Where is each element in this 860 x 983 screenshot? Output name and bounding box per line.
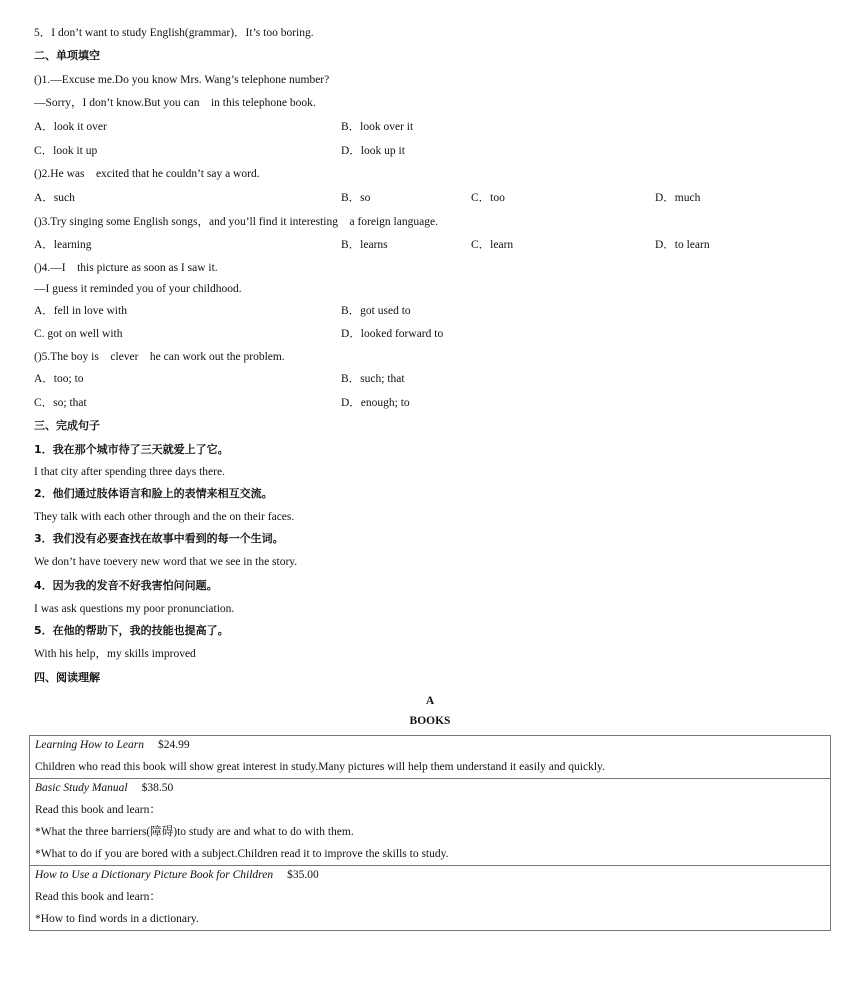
sentence-4-cn: 4．因为我的发音不好我害怕问问题。 [34,579,218,592]
question-4-line-2: —I guess it reminded you of your childhood. [34,283,242,295]
q2-option-d: D．much [655,192,701,204]
book-description: Children who read this book will show great interest in study.Many pictures will help them understand it easily and quickly. [35,761,605,773]
section-3-title: 三、完成句子 [34,419,100,432]
passage-label: A [425,695,435,707]
sentence-4-en: I was ask questions my poor pronunciation. [34,603,235,615]
sentence-1-cn: 1．我在那个城市待了三天就爱上了它。 [34,443,229,456]
q3-option-c: C．learn [471,239,514,251]
passage-title: BOOKS [409,715,451,727]
book-description: *How to find words in a dictionary. [35,913,199,925]
table-row [30,866,831,931]
sentence-2-cn: 2．他们通过肢体语言和脸上的表情来相互交流。 [34,487,273,500]
q1-option-c: C．look it up [34,145,98,157]
sentence-5-en: With his help，my skills improved [34,648,196,660]
book-description: Read this book and learn： [35,804,161,816]
book-price: $35.00 [287,869,319,881]
book-description: Read this book and learn： [35,891,161,903]
section-2-title: 二、单项填空 [34,49,100,62]
q4-option-d: D．looked forward to [341,328,444,340]
sentence-3-cn: 3．我们没有必要查找在故事中看到的每一个生词。 [34,532,284,545]
sentence-5-cn: 5．在他的帮助下，我的技能也提高了。 [34,624,229,637]
q1-option-b: B．look over it [341,121,414,133]
q4-option-c: C. got on well with [34,328,123,340]
q2-option-c: C．too [471,192,505,204]
book-title: Basic Study Manual [35,782,128,794]
book-description: *What the three barriers(障碍)to study are and what to do with them. [35,826,354,838]
book-cell [30,866,831,931]
books-table [29,735,831,931]
q5-option-c: C．so; that [34,397,87,409]
book-heading [35,736,825,756]
question-1-line-2: —Sorry，I don’t know.But you can in this telephone book. [34,97,316,109]
q3-option-a: A．learning [34,239,92,251]
prev-question-5: 5．I don’t want to study English(grammar)．It’s too boring. [34,27,314,39]
q5-option-a: A．too; to [34,373,84,385]
q1-option-d: D．look up it [341,145,405,157]
q3-option-b: B．learns [341,239,388,251]
book-title: How to Use a Dictionary Picture Book for Children [35,869,274,881]
q2-option-a: A．such [34,192,75,204]
sentence-3-en: We don’t have toevery new word that we see in the story. [34,556,298,568]
question-2-line-1: ()2.He was excited that he couldn’t say a word. [34,168,260,180]
book-price: $24.99 [157,739,190,751]
q4-option-b: B．got used to [341,305,411,317]
question-1-line-1: ()1.—Excuse me.Do you know Mrs. Wang’s telephone number? [34,74,330,86]
book-title: Learning How to Learn [35,739,144,751]
q3-option-d: D．to learn [655,239,710,251]
q2-option-b: B．so [341,192,371,204]
q4-option-a: A．fell in love with [34,305,127,317]
book-cell [30,736,831,779]
question-5-line-1: ()5.The boy is clever he can work out the problem. [34,351,285,363]
table-row [30,736,831,779]
book-cell [30,779,831,866]
table-row [30,779,831,866]
book-heading [35,866,825,886]
book-heading [35,779,825,799]
book-price: $38.50 [141,782,174,794]
section-4-title: 四、阅读理解 [34,671,100,684]
sentence-2-en: They talk with each other through and the on their faces. [34,511,295,523]
q5-option-b: B．such; that [341,373,405,385]
sentence-1-en: I that city after spending three days there. [34,466,225,478]
question-3-line-1: ()3.Try singing some English songs，and you’ll find it interesting a foreign language. [34,216,438,228]
question-4-line-1: ()4.—I this picture as soon as I saw it. [34,262,218,274]
q1-option-a: A．look it over [34,121,107,133]
q5-option-d: D．enough; to [341,397,410,409]
book-description: *What to do if you are bored with a subject.Children read it to improve the skills to study. [35,848,449,860]
